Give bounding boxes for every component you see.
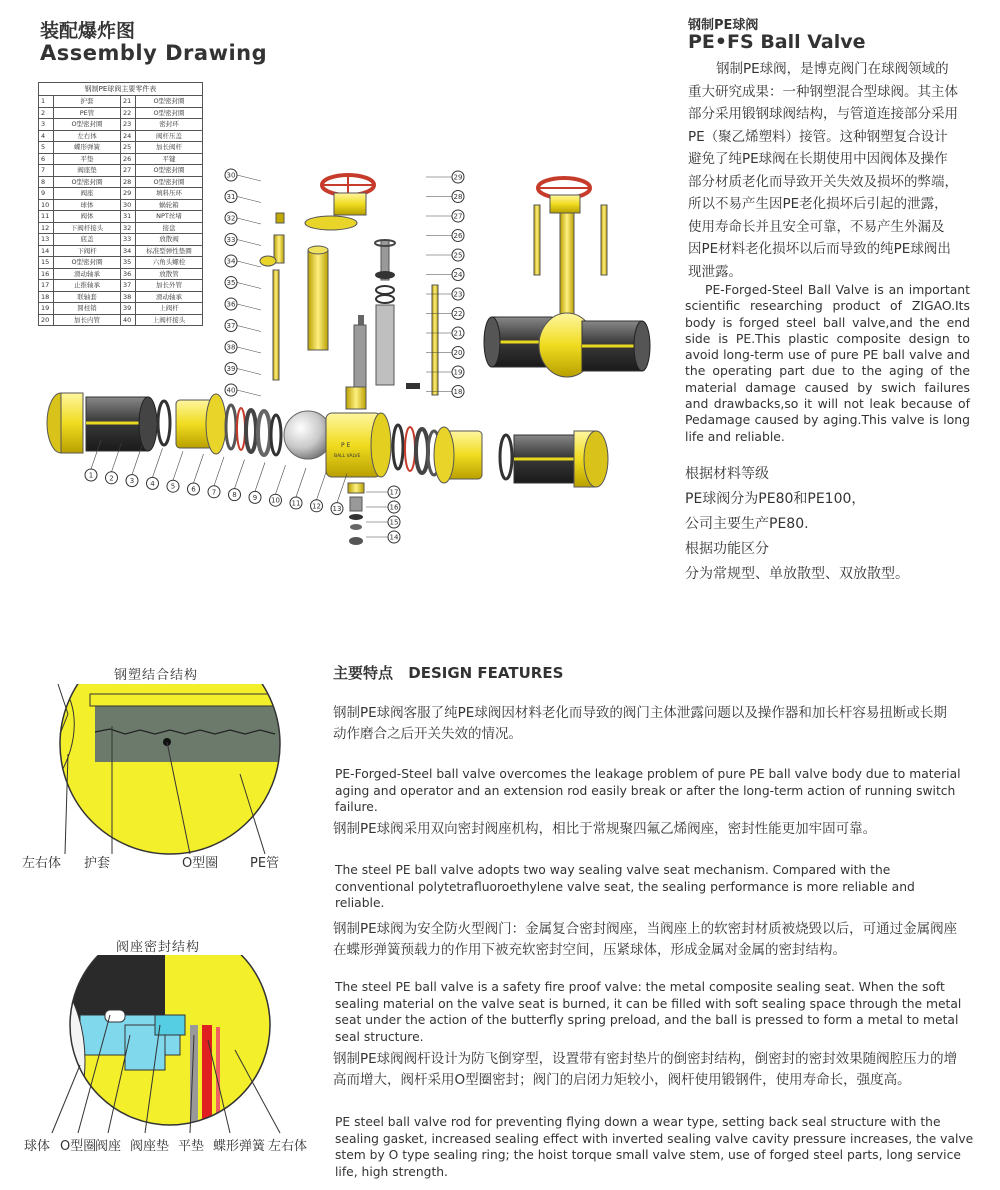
part-name: 下阀杆接头 [54,222,121,234]
callout-left_callouts [225,277,261,289]
callout-number: 5 [170,482,176,491]
callout-bottom_callouts [167,451,183,492]
part-number: 29 [121,188,136,200]
callout-number: 1 [88,471,94,480]
callout-lower_callouts [366,531,400,543]
part-name: 加长外管 [136,280,203,292]
callout-bottom_callouts [126,446,142,487]
part-name: 平键 [136,153,203,165]
callout-number: 8 [232,491,237,500]
callout-number: 29 [453,173,463,182]
part-number: 20 [39,314,54,326]
callout-number: 37 [226,322,236,330]
desc-cn-line: 因PE材料老化损坏以后而导致的纯PE球阀出 [688,241,951,257]
callout-left_callouts [225,255,261,267]
callout-number: 33 [226,236,236,244]
part-name: 蜗轮箱 [136,199,203,211]
part-name: 放散阀 [136,234,203,246]
part-name: 放散管 [136,268,203,280]
callout-right_callouts [426,269,464,281]
desc-cn-line: 钢制PE球阀，是博克阀门在球阀领域的 [716,61,949,77]
structure2-label: 左右体 [268,1139,308,1154]
part-number: 22 [121,107,136,119]
part-number: 24 [121,130,136,142]
part-number: 5 [39,142,54,154]
desc-cn-line: PE（聚乙烯塑料）接管。这种钢塑复合设计 [688,128,948,145]
callout-number: 6 [191,485,196,494]
callout-number: 31 [226,193,236,201]
part-number: 23 [121,119,136,131]
callout-right_callouts [426,191,464,203]
structure2-label: 阀座垫 [130,1139,170,1154]
part-number: 37 [121,280,136,292]
callout-left_callouts [225,212,261,224]
callout-number: 12 [312,502,321,511]
assembly-title-en: Assembly Drawing [40,41,268,65]
part-name: O型密封圈 [136,165,203,177]
parts-table-row [39,107,203,119]
vent-pipe [273,270,279,380]
part-number: 26 [121,153,136,165]
steel-plastic-structure-diagram [20,684,320,874]
part-number: 28 [121,176,136,188]
callout-left_callouts [225,320,261,332]
callout-left_callouts [225,169,261,181]
part-number: 1 [39,96,54,108]
part-number: 25 [121,142,136,154]
desc-cn-line: 部分采用锻钢球阀结构，与管道连接部分采用 [688,106,958,122]
product-desc-en: PE-Forged-Steel Ball Valve is an important scientific researching product of ZIGAO.Its body is forged steel ball valve,and the end side is PE.This plastic composite design to avoid long-term use of pure PE ball valve and the operating part due to the aging of the material damage caused by swich failures and drawbacks,so it will not leak because of Pedamage caused by aging.This valve is long life and reliable. [685,282,970,444]
feature-4-en: PE steel ball valve rod for preventing flying down a wear type, setting back seal structure with the sealing gasket, increased sealing effect with inverted sealing valve cavity pressure increases, the valve stem by O type sealing ring; the hoist torque small valve stem, use of forged steel parts, long service life, high strength. [335,1115,974,1179]
callout-number: 40 [226,386,236,395]
feature-1-en: PE-Forged-Steel ball valve overcomes the leakage problem of pure PE ball valve body due to material aging and operator and an extension rod easily break or after the long-term action of running switch failure. [335,767,961,814]
structure1-label: PE管 [250,856,280,871]
part-name: O型密封圈 [136,176,203,188]
part-name: 阀体 [54,211,121,223]
part-number: 27 [121,165,136,177]
features-title-en: DESIGN FEATURES [408,664,564,682]
part-number: 33 [121,234,136,246]
part-name: 上阀杆接头 [136,314,203,326]
part-name: O型密封圈 [136,96,203,108]
feature-3-en: The steel PE ball valve is a safety fire proof valve: the metal composite sealing seat. When the soft sealing material on the valve seat is burned, it can be filled with soft sealing space through the metal seat under the action of the butterfly spring preload, and the ball is pressed to form a metal to metal seal structure. [335,980,962,1044]
ball [284,411,332,459]
part-number: 11 [39,211,54,223]
part-number: 16 [39,268,54,280]
part-name: 滑动轴承 [54,268,121,280]
assembly-title-cn: 装配爆炸图 [40,20,136,42]
callout-number: 19 [453,368,463,377]
callout-number: 4 [150,479,155,488]
callout-right_callouts [426,171,464,183]
grades-line: 分为常规型、单放散型、双放散型。 [685,566,909,582]
part-name: 护套 [54,96,121,108]
callout-number: 35 [226,279,236,287]
callout-left_callouts [225,298,261,310]
callout-number: 2 [109,474,114,483]
parts-table-row [39,96,203,108]
callout-number: 20 [453,349,463,357]
part-number: 35 [121,257,136,269]
structure2-label: 球体 [24,1139,51,1154]
part-name: 左右体 [54,130,121,142]
desc-cn-line: 使用寿命长并且安全可靠，不易产生外漏及 [688,218,945,235]
callout-number: 7 [211,488,217,497]
feature-4-cn: 钢制PE球阀阀杆设计为防飞倒穿型，设置带有密封垫片的倒密封结构，倒密封的密封效果随阀腔压力的增高而增大，阀杆采用O型圈密封；阀门的启闭力矩较小，阀杆使用锻钢件，使用寿命长，强度高。 [333,1051,958,1088]
feature-3-cn: 钢制PE球阀为安全防火型阀门：金属复合密封阀座，当阀座上的软密封材质被烧毁以后，可通过金属阀座在蝶形弹簧预载力的作用下被充软密封空间，压紧球体，形成金属对金属的密封结构。 [333,921,958,958]
grades-line: 根据功能区分 [685,541,769,557]
callout-number: 22 [453,310,463,318]
part-name: 下阀杆 [54,245,121,257]
part-number: 32 [121,222,136,234]
part-number: 14 [39,245,54,257]
structure2-label: O型圈 [60,1139,97,1154]
part-name: PE管 [54,107,121,119]
structure1-label: 护套 [84,856,111,871]
part-name: O型密封圈 [54,257,121,269]
callout-number: 28 [453,193,463,201]
part-number: 7 [39,165,54,177]
extension-outer-tube [308,250,328,350]
features-title [333,662,563,683]
part-name: 六角头螺栓 [136,257,203,269]
callout-number: 21 [453,329,463,338]
feature-2-en: The steel PE ball valve adopts two way sealing valve seat mechanism. Compared with the conventional polytetrafluoroethylene valve seat, the sealing performance is more reliable and reliable. [335,863,915,910]
part-number: 6 [39,153,54,165]
callout-number: 30 [226,171,236,180]
structure2-label: 阀座 [95,1139,122,1154]
part-number: 38 [121,291,136,303]
callout-number: 9 [252,493,258,502]
product-desc-cn [688,58,978,283]
part-name: NPT丝堵 [136,211,203,223]
callout-bottom_callouts [229,460,245,501]
grades-line: 公司主要生产PE80. [685,516,809,532]
callout-number: 36 [226,300,236,309]
callout-right_callouts [426,230,464,242]
part-number: 30 [121,199,136,211]
part-number: 21 [121,96,136,108]
callout-bottom_callouts [290,468,306,509]
callout-bottom_callouts [208,457,224,498]
callout-number: 3 [129,477,135,486]
part-name: O型密封圈 [54,176,121,188]
callout-left_callouts [225,363,261,375]
callout-number: 18 [453,388,463,396]
callout-left_callouts [225,234,261,246]
part-name: 标准型弹性垫圈 [136,245,203,257]
callout-number: 15 [389,518,399,527]
callout-right_callouts [426,210,464,222]
feature-2-cn: 钢制PE球阀采用双向密封阀座机构，相比于常规聚四氟乙烯阀座，密封性能更加牢固可靠。 [333,821,877,837]
parts-table-row [39,142,203,154]
upper-stem [354,325,366,395]
product-title-en: PE•FS Ball Valve [688,31,866,53]
part-number: 8 [39,176,54,188]
body-text-bv: BALL VALVE [334,454,361,459]
callout-number: 10 [271,496,280,505]
part-name: 加长阀杆 [136,142,203,154]
callout-bottom_callouts [188,454,204,495]
part-name: O型密封圈 [54,119,121,131]
part-name: 上阀杆 [136,303,203,315]
callout-number: 14 [389,533,399,542]
callout-number: 17 [389,488,399,497]
callout-number: 26 [453,232,463,240]
callouts-lower [366,486,400,543]
part-number: 12 [39,222,54,234]
callouts-left [225,169,261,396]
callout-number: 16 [389,503,399,512]
callout-number: 13 [332,505,342,514]
callout-number: 38 [226,343,236,352]
part-number: 15 [39,257,54,269]
features-title-cn: 主要特点 [333,664,394,682]
callout-number: 11 [291,499,301,508]
part-number: 31 [121,211,136,223]
part-name: 加长内管 [54,314,121,326]
part-name: 球体 [54,199,121,211]
part-number: 39 [121,303,136,315]
part-name: 阀杆压盖 [136,130,203,142]
seat-seal-structure-diagram [30,955,330,1140]
part-number: 9 [39,188,54,200]
part-name: 填料压环 [136,188,203,200]
part-name: 联轴套 [54,291,121,303]
part-name: 蝶形弹簧 [54,142,121,154]
parts-table-row [39,130,203,142]
callout-bottom_callouts [311,471,327,512]
part-number: 3 [39,119,54,131]
callout-bottom_callouts [331,474,347,515]
structure1-label: 左右体 [22,856,62,871]
part-number: 2 [39,107,54,119]
part-number: 10 [39,199,54,211]
callout-number: 34 [226,257,236,266]
part-name: 滑动轴承 [136,291,203,303]
part-number: 4 [39,130,54,142]
callout-lower_callouts [366,486,400,498]
part-name: 底盖 [54,234,121,246]
callout-lower_callouts [366,516,400,528]
callout-bottom_callouts [147,448,163,489]
callout-right_callouts [426,249,464,261]
desc-cn-line: 所以不易产生因PE老化损坏后引起的泄露， [688,196,948,212]
structure2-label: 平垫 [178,1139,205,1154]
callout-bottom_callouts [249,462,265,503]
desc-cn-line: 重大研究成果：一种钢塑混合型球阀。其主体 [688,83,958,100]
callout-number: 32 [226,214,236,223]
part-number: 40 [121,314,136,326]
part-name: 阀座 [54,188,121,200]
part-number: 17 [39,280,54,292]
worm-gear-box [334,193,366,215]
callout-number: 23 [453,290,463,299]
left-sleeve [61,393,83,453]
desc-cn-line: 现泄露。 [688,263,742,280]
parts-table-caption: 钢制PE球阀主要零件表 [38,82,203,95]
callout-number: 27 [453,212,463,221]
exploded-assembly-diagram [36,165,676,555]
part-name: 止推轴承 [54,280,121,292]
part-number: 36 [121,268,136,280]
structure1-title: 钢塑结合结构 [114,668,199,683]
callout-left_callouts [225,191,261,203]
product-grades [685,462,985,587]
structure2-title: 阀座密封结构 [116,940,201,955]
part-name: 接盘 [136,222,203,234]
left-o-ring [158,401,170,445]
part-name: 圆柱销 [54,303,121,315]
part-number: 34 [121,245,136,257]
part-number: 19 [39,303,54,315]
callout-bottom_callouts [270,465,286,506]
feature-1-cn: 钢制PE球阀客服了纯PE球阀因材料老化而导致的阀门主体泄露问题以及操作器和加长杆容易扭断或长期动作磨合之后开关失效的情况。 [333,705,947,742]
grades-line: 根据材料等级 [685,466,769,482]
grades-line: PE球阀分为PE80和PE100， [685,491,866,507]
part-name: 阀座垫 [54,165,121,177]
part-name: 密封环 [136,119,203,131]
structure2-label: 蝶形弹簧 [213,1139,266,1154]
callout-left_callouts [225,384,261,396]
callout-lower_callouts [366,501,400,513]
product-title-cn: 钢制PE球阀 [688,18,759,33]
part-name: 平垫 [54,153,121,165]
body-text-pe: P E [341,442,351,449]
callout-left_callouts [225,341,261,353]
callout-number: 25 [453,251,463,260]
callout-number: 24 [453,271,463,279]
parts-table-row [39,119,203,131]
desc-cn-line: 避免了纯PE球阀在长期使用中因阀体及操作 [688,151,948,167]
part-number: 18 [39,291,54,303]
parts-table-row [39,153,203,165]
part-name: O型密封圈 [136,107,203,119]
structure1-label: O型圈 [182,856,219,871]
part-number: 13 [39,234,54,246]
callout-number: 39 [226,365,236,373]
desc-cn-line: 部分材质老化而导致开关失效及损坏的弊端， [688,173,958,190]
